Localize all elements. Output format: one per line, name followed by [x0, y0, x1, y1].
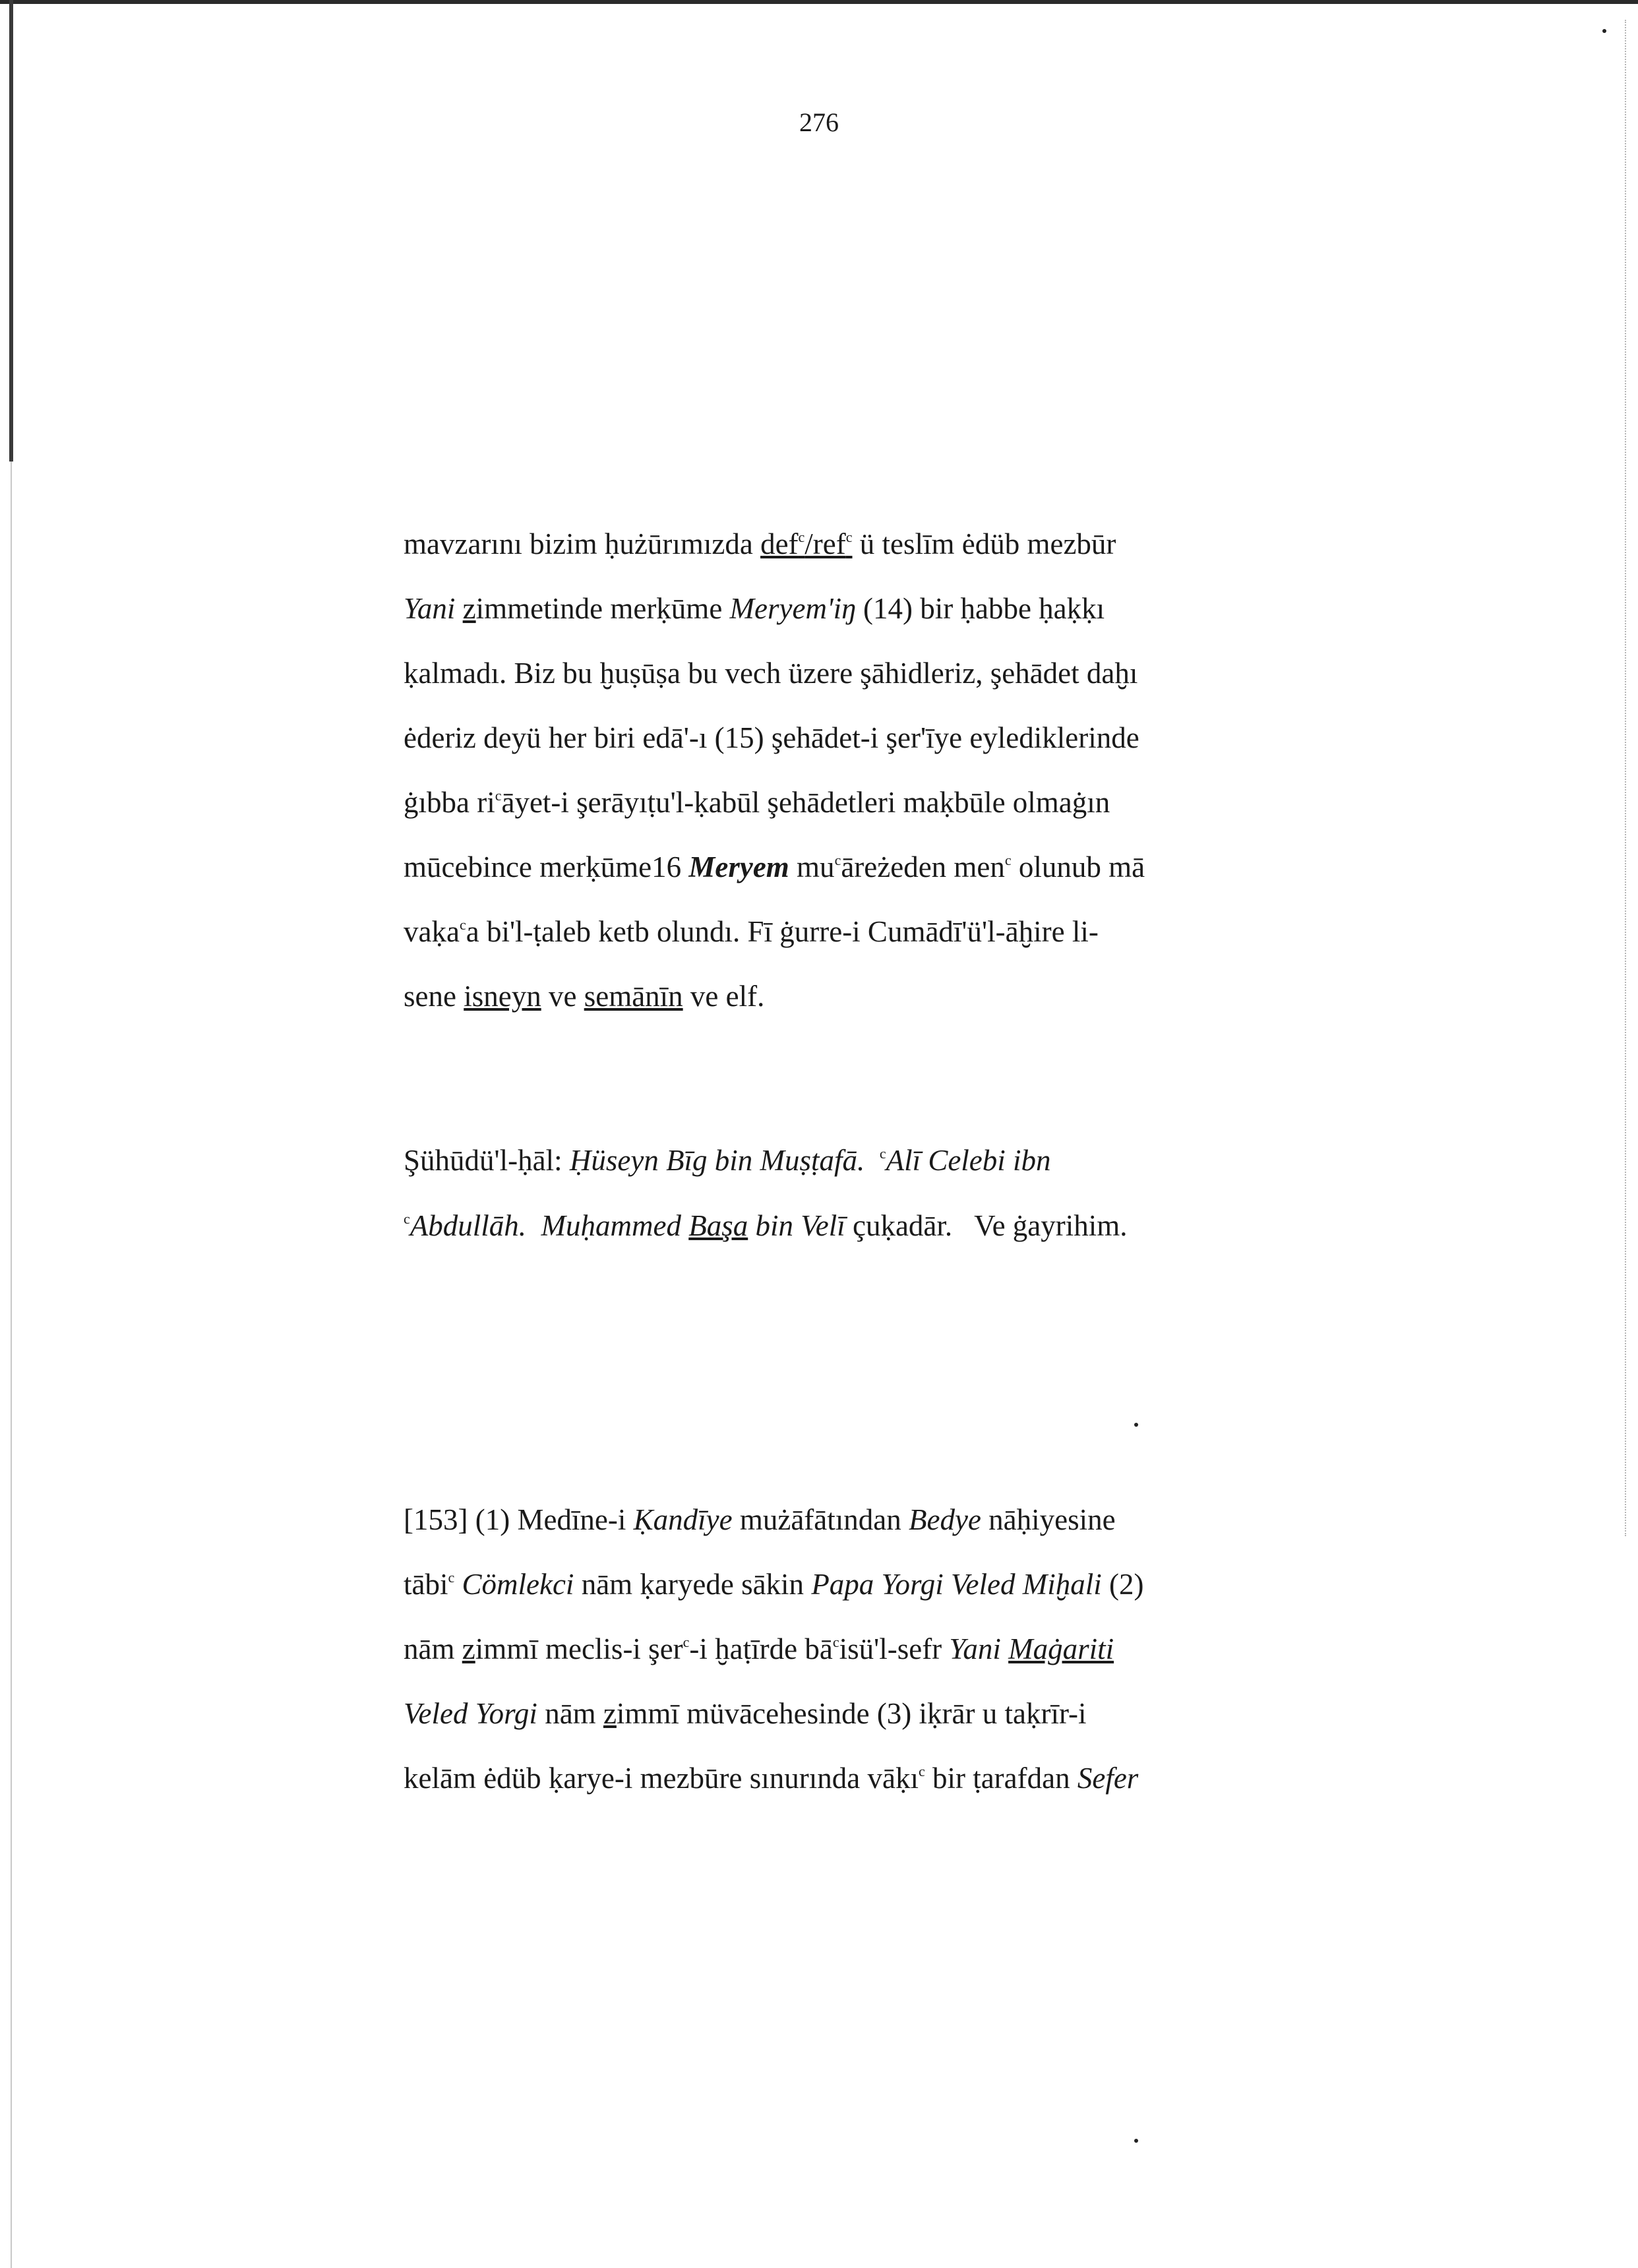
- paragraph-1-line-8: sene isneyn ve semānīn ve elf.: [404, 980, 765, 1013]
- paragraph-2-line-5: kelām ėdüb ḳarye-i mezbūre sınurında vāḳı$^c$ bir ṭarafdan Sefer: [404, 1762, 1139, 1795]
- scan-top-border: [0, 0, 1638, 4]
- paragraph-2-line-1: [153] (1) Medīne-i Ḳandīye mużāfātından Bedye nāḥiyesine: [404, 1503, 1116, 1536]
- paragraph-1-line-4: ėderiz deyü her biri edā'-ı (15) şehādet-i şer'īye eylediklerinde: [404, 721, 1139, 754]
- paragraph-1-line-6: mūcebince merḳūme16 Meryem $mu^cāreżeden$ men$^c$ olunub mā: [404, 850, 1145, 883]
- witnesses-line-2: $^c$Abdullāh. Muḥammed Başa bin Velī çuḳadār. Ve ġayrihim.: [404, 1209, 1128, 1242]
- page-number: 276: [799, 107, 839, 137]
- paragraph-1-line-3: ḳalmadı. Biz bu ḫuṣūṣa bu vech üzere şāhidleriz, şehādet daḫı: [404, 657, 1138, 690]
- paragraph-1-line-1: mavzarını bizim ḥużūrımızda def$^c$/ref$^c$ ü teslīm ėdüb mezbūr: [404, 527, 1116, 560]
- paragraph-1-line-7: vaḳa$^c$a bi'l-ṭaleb ketb olundı. Fī ġurre-i Cumādī'ü'l-āḫire li-: [404, 915, 1099, 948]
- paragraph-2-line-4: Veled Yorgi nām zimmī müvācehesinde (3) iḳrār u taḳrīr-i: [404, 1697, 1087, 1730]
- scan-right-edge-marks: [1621, 20, 1626, 1536]
- scan-speck: [1602, 29, 1606, 33]
- scan-left-border-faint: [11, 462, 12, 2268]
- scan-speck: [1134, 2139, 1138, 2143]
- witnesses-line-1: Şühūdü'l-ḥāl: Ḥüseyn Bīg bin Muṣṭafā. $^c$Alī Celebi ibn: [404, 1144, 1051, 1177]
- paragraph-1-line-2: Yani zimmetinde merḳūme Meryem'iŋ (14) bir ḥabbe ḥaḳḳı: [404, 592, 1105, 625]
- paragraph-2-line-2: tābi$^c$ Cömlekci nām ḳaryede sākin Papa Yorgi Veled Miḫali (2): [404, 1568, 1144, 1601]
- paragraph-2-line-3: nām zimmī meclis-i şer$^c$-i ḫaṭīrde $bā^cisü'l$-sefr Yani Maġariti: [404, 1632, 1114, 1665]
- paragraph-1-line-5: ġıbba $ri^cāyet-i$ şerāyıṭu'l-ḳabūl şehādetleri maḳbūle olmaġın: [404, 786, 1110, 819]
- scan-speck: [1134, 1423, 1138, 1427]
- scan-left-border: [9, 0, 13, 462]
